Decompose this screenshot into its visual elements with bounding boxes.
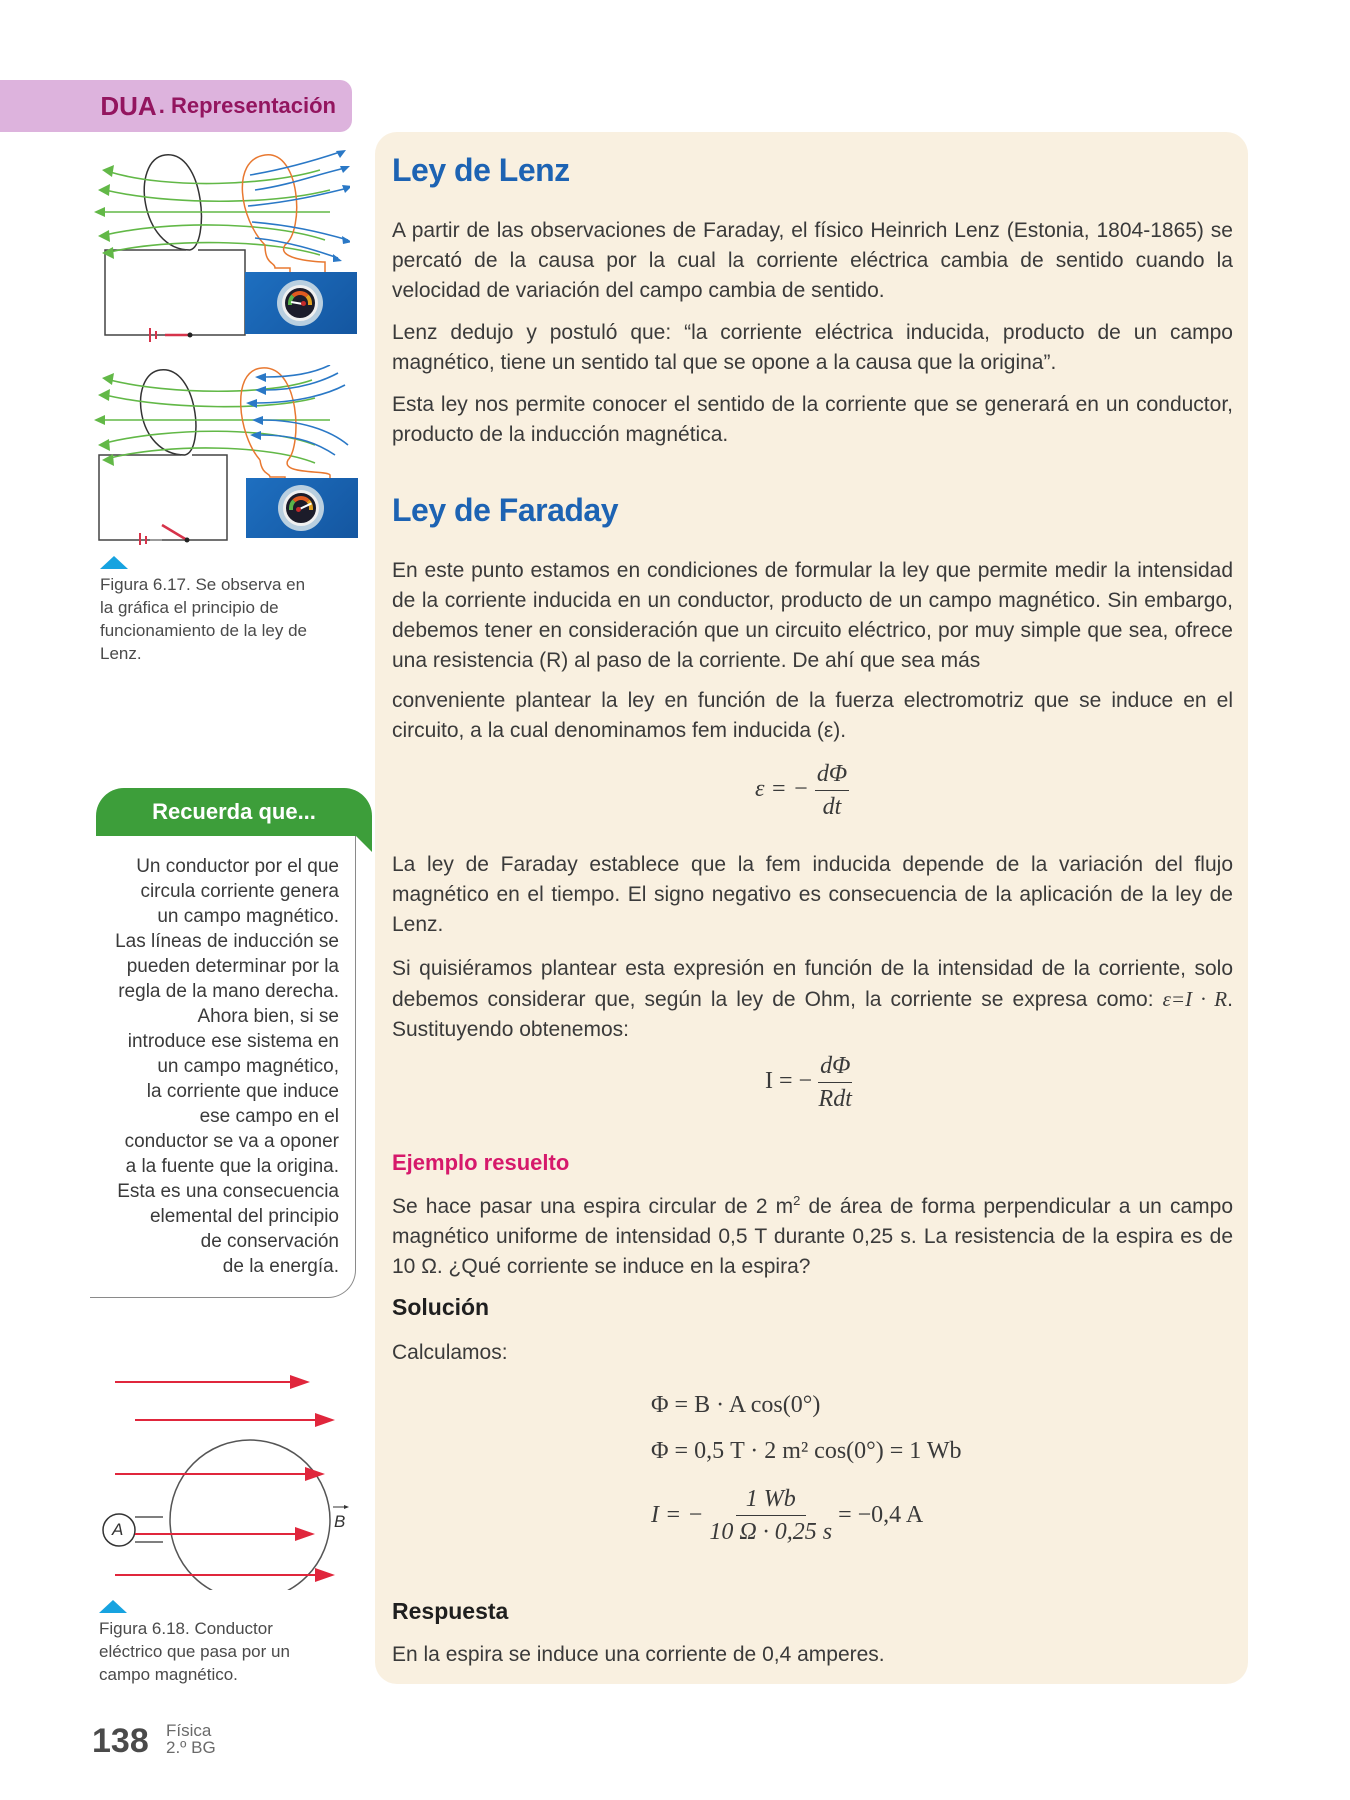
faraday-paragraph-4 xyxy=(392,954,1233,1045)
magnetic-field-label: B xyxy=(334,1512,346,1531)
calc-fraction xyxy=(709,1483,832,1548)
gauge-dial-icon xyxy=(278,485,324,531)
calc-rhs: = −0,4 A xyxy=(838,1501,924,1528)
superscript: 2 xyxy=(793,1193,801,1208)
eq-fraction xyxy=(815,758,849,823)
gauge-dial-icon xyxy=(277,280,323,326)
recuerda-line: circula corriente genera xyxy=(140,881,339,902)
recuerda-line: un campo magnético. xyxy=(157,906,339,927)
subject-name: Física xyxy=(166,1721,212,1740)
recuerda-line: introduce ese sistema en xyxy=(127,1031,339,1052)
recuerda-line: pueden determinar por la xyxy=(126,956,339,977)
eq-denominator: dt xyxy=(822,794,842,820)
faraday-paragraph-3: La ley de Faraday establece que la fem inducida depende de la variación del flujo magnético en el tiempo. El signo negativo es consecuencia de la aplicación de la ley de Lenz. xyxy=(392,853,1233,936)
recuerda-line: de la energía. xyxy=(222,1256,339,1277)
faraday-paragraph-2: conveniente plantear la ley en función de la fuerza electromotriz que se induce en el circuito, a la cual denominamos fem inducida (ε). xyxy=(392,689,1233,742)
recuerda-line: regla de la mano derecha. xyxy=(118,981,339,1002)
calc-line-current xyxy=(651,1478,962,1552)
page-number: 138 xyxy=(92,1722,149,1760)
recuerda-line: un campo magnético, xyxy=(157,1056,339,1077)
grade-level: 2.º BG xyxy=(166,1738,216,1757)
recuerda-line: la corriente que induce xyxy=(146,1081,339,1102)
figure-6-17-caption: Figura 6.17. Se observa en la gráfica el principio de funcionamiento de la ley de Lenz. xyxy=(100,575,307,663)
dua-representacion-tab xyxy=(0,80,352,132)
recuerda-line: Un conductor por el que xyxy=(136,856,339,877)
eq-numerator: dΦ xyxy=(815,758,849,791)
ohm-inline-formula: ε=I · R xyxy=(1162,987,1228,1011)
section-title-ley-de-faraday: Ley de Faraday xyxy=(392,492,618,528)
equation-current xyxy=(765,1050,852,1115)
ejemplo-statement xyxy=(392,1186,1233,1282)
recuerda-line: Ahora bien, si se xyxy=(197,1006,339,1027)
recuerda-que-header: Recuerda que... xyxy=(96,788,372,836)
eq-denominator: Rdt xyxy=(818,1086,852,1112)
eq-lhs: ε = − xyxy=(755,776,809,803)
respuesta-text: En la espira se induce una corriente de 0,4 amperes. xyxy=(392,1643,885,1666)
figure-6-18-caption: Figura 6.18. Conductor eléctrico que pasa por un campo magnético. xyxy=(99,1619,290,1684)
main-content-panel xyxy=(375,132,1248,1684)
lenz-paragraph-1: A partir de las observaciones de Faraday, el físico Heinrich Lenz (Estonia, 1804-1865) se percató de la causa por la cual la corriente eléctrica cambia de sentido cuando la velocidad de variación del campo cambia de sentido. xyxy=(392,219,1233,302)
galvanometer-1 xyxy=(245,272,357,334)
respuesta-title: Respuesta xyxy=(392,1598,509,1624)
statement-part: Se hace pasar una espira circular de 2 m xyxy=(392,1195,794,1218)
recuerda-line: Las líneas de inducción se xyxy=(115,931,339,952)
figure-marker-triangle-icon xyxy=(99,1600,127,1613)
ammeter-label: A xyxy=(112,1520,124,1539)
eq-numerator: dΦ xyxy=(818,1050,852,1083)
recuerda-line: de conservación xyxy=(200,1231,339,1252)
solucion-title: Solución xyxy=(392,1294,490,1320)
lenz-paragraph-3: Esta ley nos permite conocer el sentido de la corriente que se generará en un conductor, producto de la inducción magnética. xyxy=(392,393,1233,446)
recuerda-line: ese campo en el xyxy=(199,1106,339,1127)
lenz-paragraph-2: Lenz dedujo y postuló que: “la corriente eléctrica inducida, producto de un campo magnético, tiene un sentido tal que se opone a la causa que la origina”. xyxy=(392,321,1233,374)
dua-label: DUA xyxy=(100,90,157,121)
calculation-block xyxy=(651,1382,962,1552)
recuerda-que-body xyxy=(90,836,356,1298)
section-title-ley-de-lenz: Ley de Lenz xyxy=(392,152,570,188)
figure-marker-triangle-icon xyxy=(100,556,128,569)
galvanometer-2 xyxy=(246,478,358,538)
calculamos-label: Calculamos: xyxy=(392,1341,508,1364)
equation-fem xyxy=(755,758,849,823)
page-subject xyxy=(166,1722,216,1756)
calc-denominator: 10 Ω · 0,25 s xyxy=(709,1518,833,1545)
recuerda-line: elemental del principio xyxy=(149,1206,339,1227)
recuerda-line: a la fuente que la origina. xyxy=(125,1156,339,1177)
recuerda-notch xyxy=(356,836,372,852)
ejemplo-resuelto-title: Ejemplo resuelto xyxy=(392,1150,570,1175)
ohm-continuation: . Sustituyendo obtenemos: xyxy=(392,988,1233,1041)
dua-subtitle: . Representación xyxy=(158,93,336,118)
statement-part: de área de forma perpendicular a un campo magnético uniforme de intensidad 0,5 T durante 0,25 s. La resistencia de la espira es de 10 Ω. ¿Qué corriente se induce en la espira? xyxy=(392,1195,1233,1278)
calc-numerator: 1 Wb xyxy=(736,1483,806,1516)
figure-6-18-diagram xyxy=(95,1370,355,1590)
ohm-intro: Si quisiéramos plantear esta expresión en función de la intensidad de la corriente, solo debemos considerar que, según la ley de Ohm, la corriente se expresa como: xyxy=(392,957,1233,1011)
calc-line-flux-value: Φ = 0,5 T · 2 m² cos(0°) = 1 Wb xyxy=(651,1437,962,1464)
recuerda-line: conductor se va a oponer xyxy=(124,1131,339,1152)
eq-lhs: I = − xyxy=(765,1068,813,1095)
calc-line-flux-formula: Φ = B · A cos(0°) xyxy=(651,1391,821,1418)
recuerda-line: Esta es una consecuencia xyxy=(117,1181,339,1202)
eq-fraction xyxy=(818,1050,852,1115)
calc-lhs: I = − xyxy=(651,1501,704,1528)
faraday-paragraph-1: En este punto estamos en condiciones de formular la ley que permite medir la intensidad de la corriente inducida en un conductor, producto de un campo magnético. Sin embargo, debemos tener en consideración que un circuito eléctrico, por muy simple que sea, ofrece una resistencia (R) al paso de la corriente. De ahí que sea más xyxy=(392,559,1233,672)
